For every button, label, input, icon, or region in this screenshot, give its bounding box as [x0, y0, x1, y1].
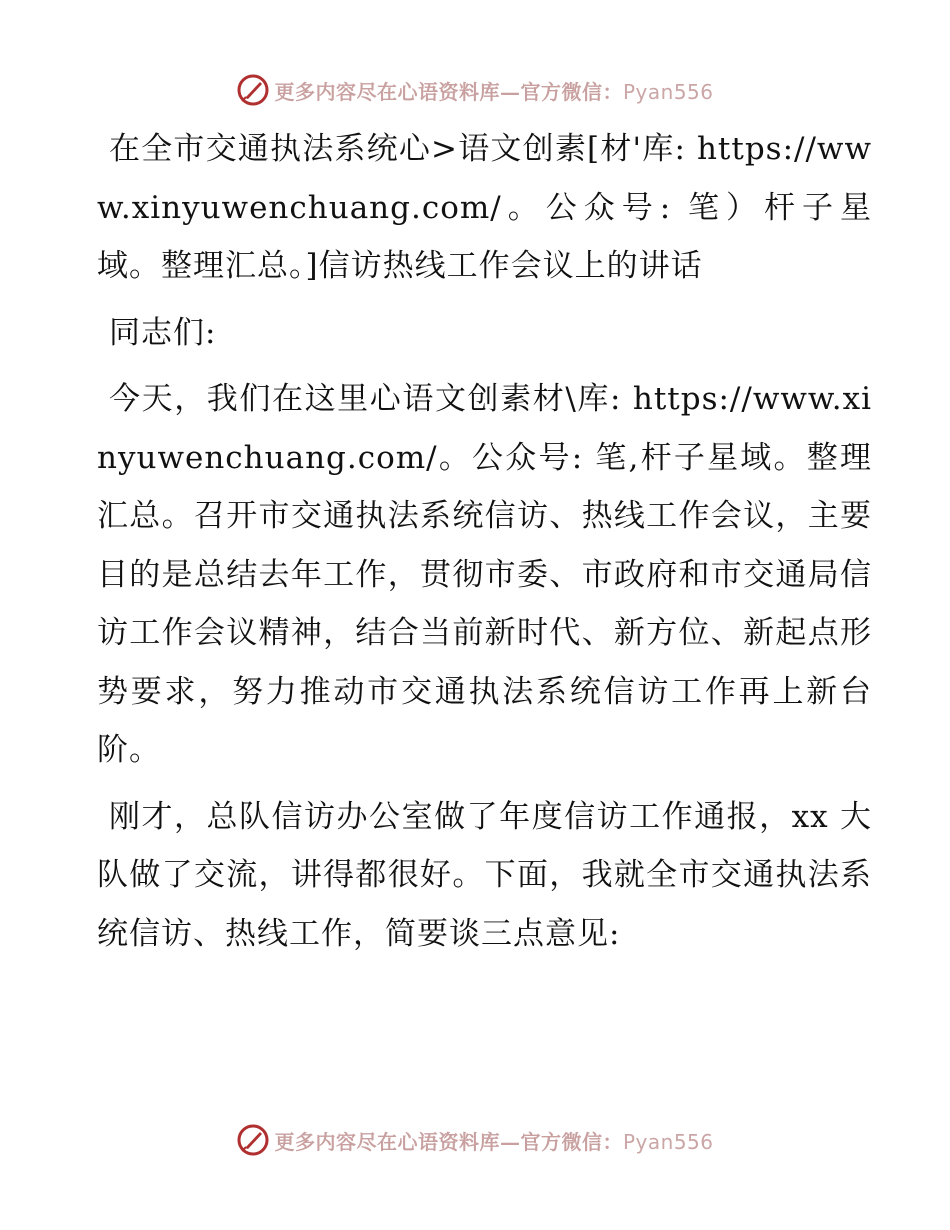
watermark-wechat: Pyan556 [622, 79, 714, 104]
watermark-text: 更多内容尽在心语资料库—官方微信：Pyan556 [274, 1129, 714, 1154]
body-paragraph: 刚才，总队信访办公室做了年度信访工作通报，xx 大队做了交流，讲得都很好。下面，我就全市交通执法系统信访、热线工作，简要谈三点意见: [97, 798, 872, 952]
watermark-wechat: Pyan556 [622, 1129, 714, 1154]
document-body [97, 120, 872, 971]
document-title-paragraph: 在全市交通执法系统心>语文创素[材'库: https://www.xinyuwenchuang.com/。公众号: 笔）杆子星域。整理汇总。]信访热线工作会议上的讲话 [97, 131, 872, 284]
footer-watermark [0, 1120, 950, 1160]
red-quill-circle-icon [236, 1123, 270, 1157]
body-paragraph: 今天，我们在这里心语文创素材\库: https://www.xinyuwenchuang.com/。公众号: 笔,杆子星域。整理汇总。召开市交通执法系统信访、热线工作会议，主要目的是总结去年工作，贯彻市委、市政府和市交通局信访工作会议精神，结合当前新时代、新方位、新起点形势要求，努力推动市交通执法系统信访工作再上新台阶。 [97, 381, 872, 768]
watermark-text: 更多内容尽在心语资料库—官方微信：Pyan556 [274, 79, 714, 104]
salutation-paragraph: 同志们: [109, 314, 217, 351]
header-watermark [0, 70, 950, 110]
red-quill-circle-icon [236, 73, 270, 107]
